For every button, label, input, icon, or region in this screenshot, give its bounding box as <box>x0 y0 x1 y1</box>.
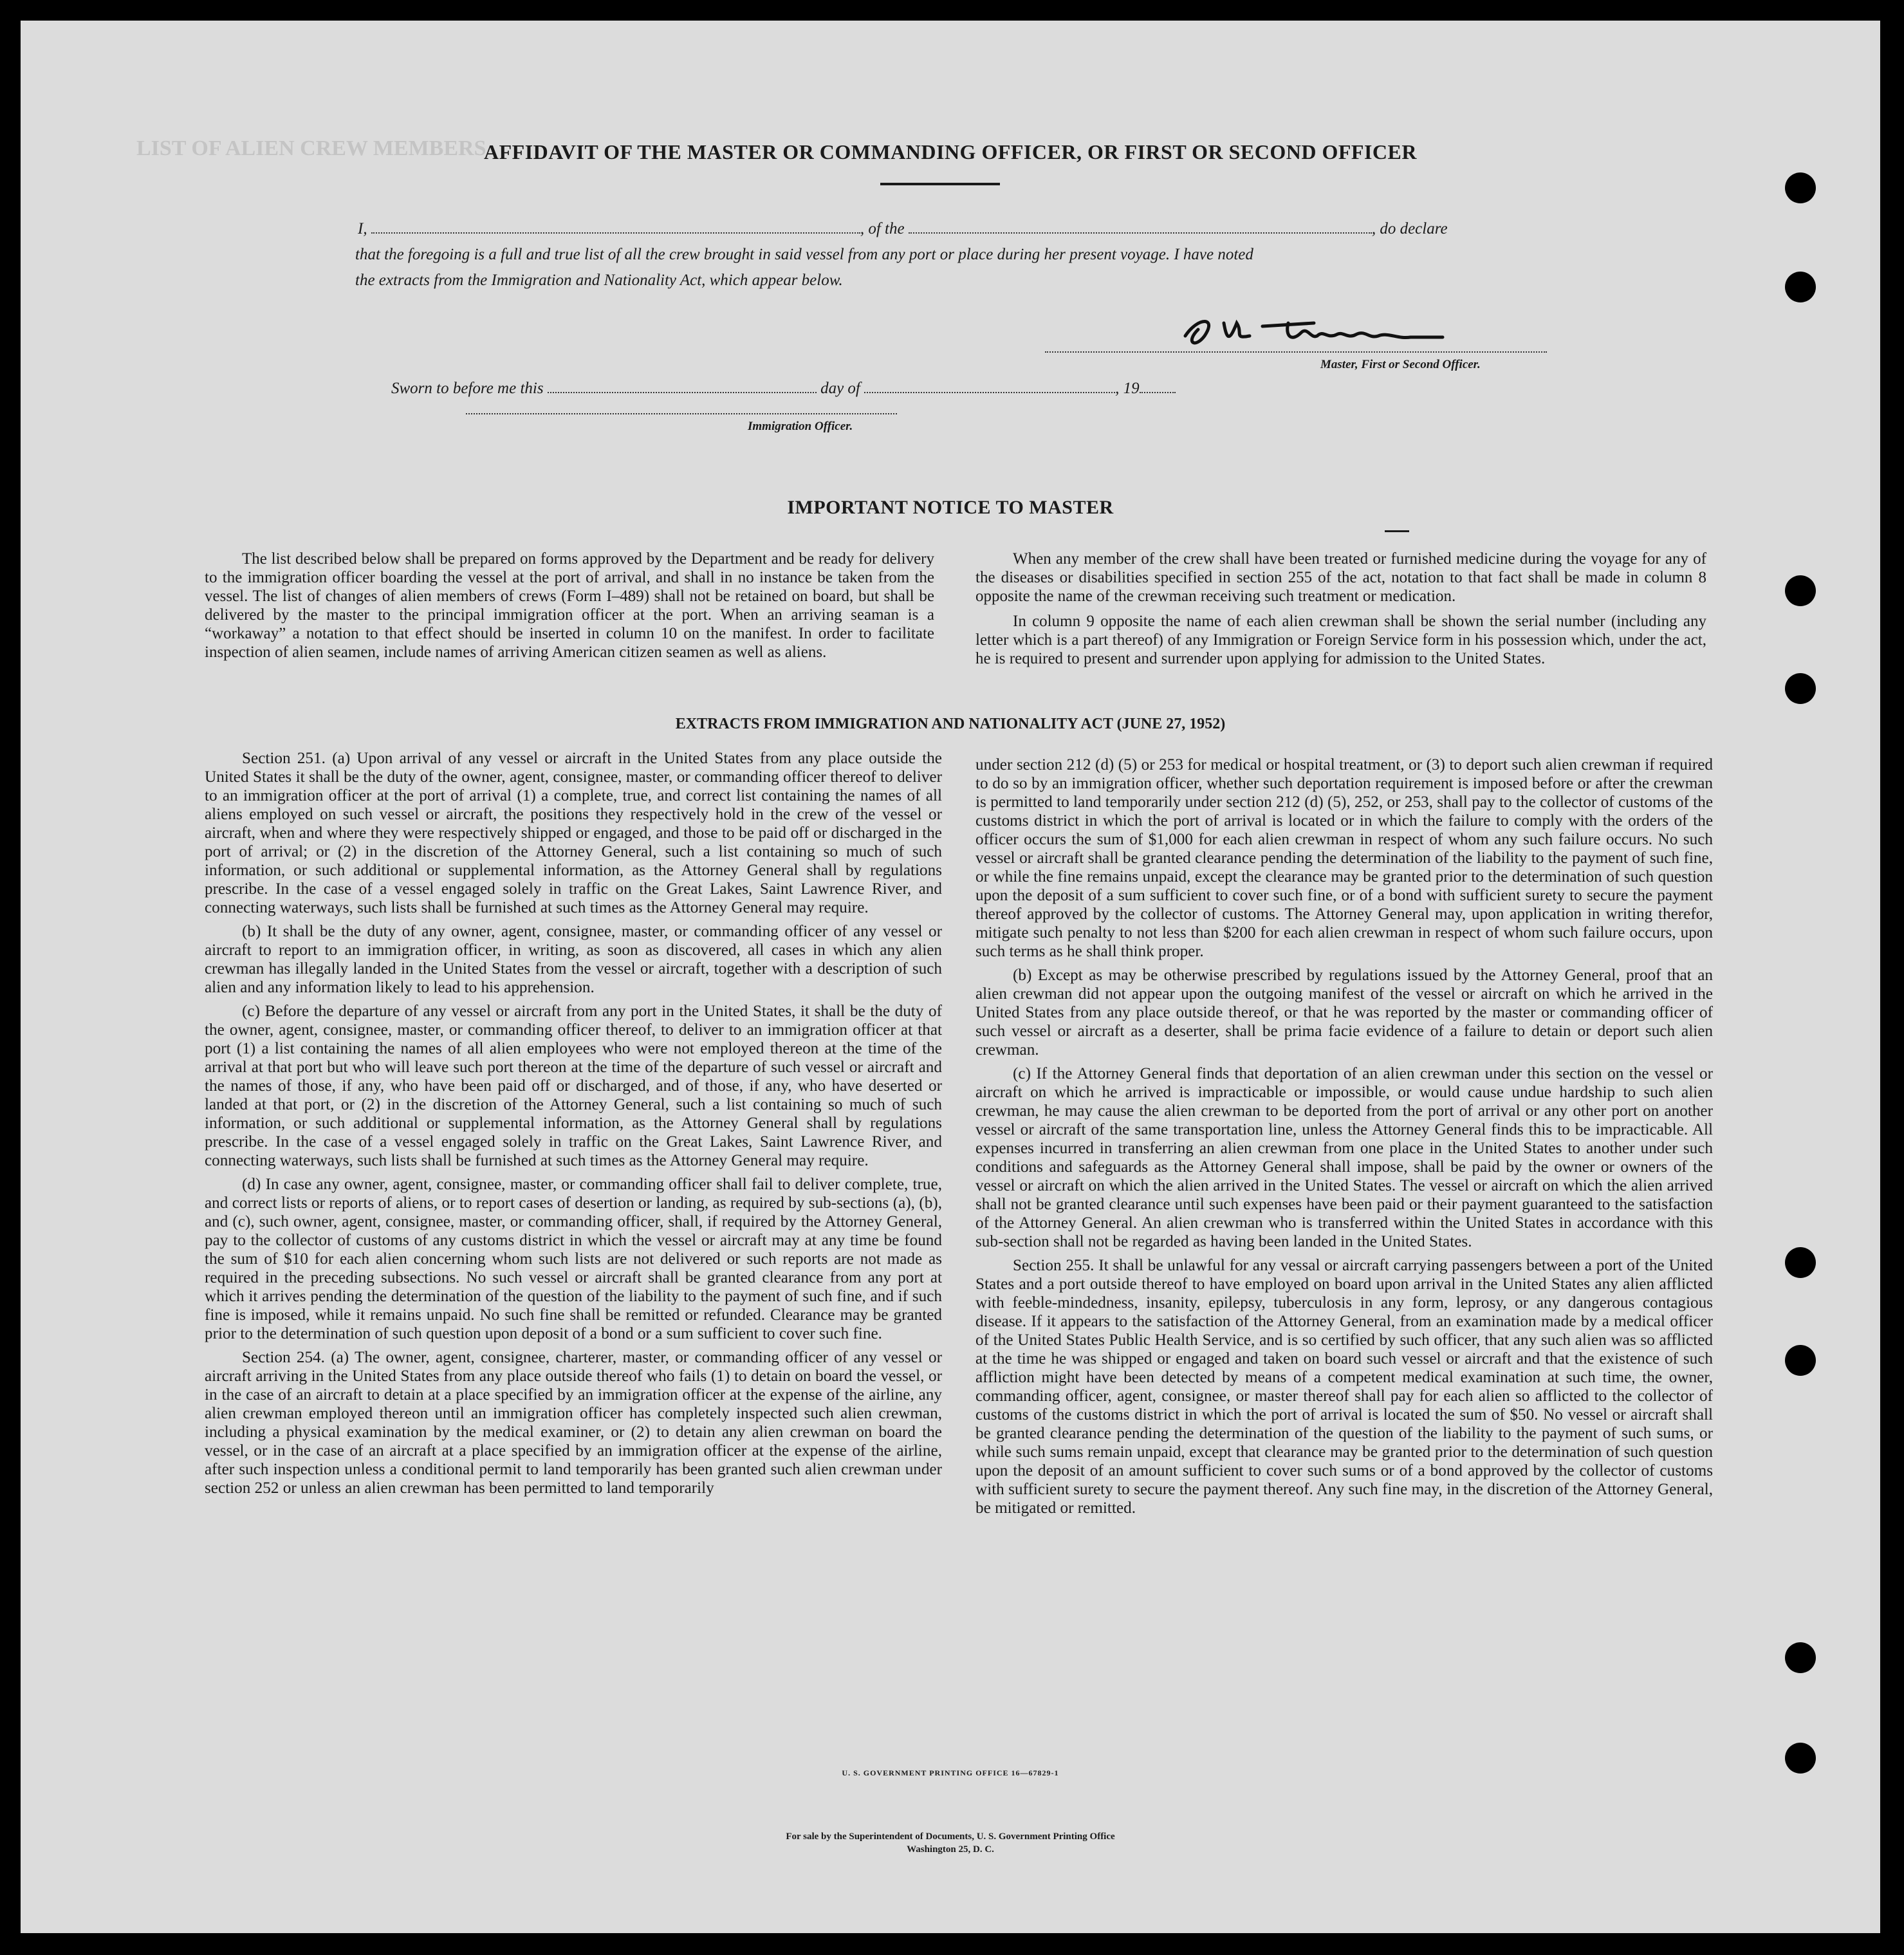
master-signature-line <box>1045 351 1547 353</box>
document-page <box>21 21 1880 1933</box>
extract-left-paragraph: (b) It shall be the duty of any owner, agent, consignee, master, or commanding officer of any vessel or aircraft to report to an immigration officer, in writing, as soon as discovered, all cases in which any alien crewman has illegally landed in the United States from the vessel or aircraft, together with a description of such alien and any information likely to lead to his apprehension. <box>205 923 942 996</box>
punch-hole <box>1785 1247 1816 1278</box>
extract-right-paragraph: (c) If the Attorney General finds that deportation of an alien crewman under this section on the vessel or aircraft on which he arrived is impracticable or impossible, or would cause undue hardship to such alien crewman, he may cause the alien crewman to be deported from the port of arrival or any other port on another vessel or aircraft of the same transportation line, unless the Attorney General finds this to be impracticable. All expenses incurred in transferring an alien crewman from one place in the United States to another under such conditions and safeguards as the Attorney General shall impose, shall be paid by the owner or owners of the vessel or aircraft on which the alien arrived in the United States. The vessel or aircraft on which the alien arrived shall not be granted clearance until such expenses have been paid or their payment guaranteed to the satisfaction of the Attorney General. An alien crewman who is transferred within the United States in accordance with this sub-section shall not be regarded as having been landed in the United States. <box>975 1065 1713 1250</box>
sworn-line <box>391 380 1176 398</box>
affidavit-declaration-line <box>358 220 1448 238</box>
extract-right-paragraph: (b) Except as may be otherwise prescribed by regulations issued by the Attorney General, proof that an alien crewman did not appear upon the outgoing manifest of the vessel or aircraft on which he arrived in the United States from any place outside thereof, or that he was reported by the master or commanding officer of such vessel or aircraft as a deserter, shall be prima facie evidence of a failure to detain or deport such alien crewman. <box>975 967 1713 1059</box>
notice-left-paragraph: The list described below shall be prepared on forms approved by the Department and be ready for delivery to the immigration officer boarding the vessel at the port of arrival, and shall in no instance be taken from the vessel. The list of changes of alien members of crews (Form I–489) shall not be retained on board, but shall be delivered by the master to the principal immigration officer at the port. When an arriving seaman is a “workaway” a notation to that effect should be inserted in column 10 on the manifest. In order to facilitate inspection of alien seamen, include names of arriving American citizen seamen as well as aliens. <box>205 550 934 661</box>
declarant-name-field[interactable] <box>371 221 860 234</box>
sale-line-2: Washington 25, D. C. <box>907 1844 994 1855</box>
extract-left-paragraph: Section 251. (a) Upon arrival of any vessel or aircraft in the United States from any place outside the United States it shall be the duty of the owner, agent, consignee, master, or commanding officer thereof to deliver to an immigration officer at the port of arrival (1) a complete, true, and correct list containing the names of all aliens employed on such vessel or aircraft, the positions they respectively hold in the crew of the vessel or aircraft, when and where they were respectively shipped or engaged, and those to be paid off or discharged in the port of arrival; or (2) in the discretion of the Attorney General, such a list containing so much of such information, or such additional or supplemental information, as the Attorney General shall by regulations prescribe. In the case of a vessel engaged solely in traffic on the Great Lakes, Saint Lawrence River, and connecting waterways, such lists shall be furnished at such times as the Attorney General may require. <box>205 750 942 916</box>
year-prefix-label: , 19 <box>1115 380 1140 397</box>
punch-hole <box>1785 1345 1816 1376</box>
extract-right-paragraph: Section 255. It shall be unlawful for any vessal or aircraft carrying passengers between a port of the United States and a port outside thereof to have employed on board upon arrival in the United States any alien afflicted with feeble-mindedness, insanity, epilepsy, tuberculosis in any form, leprosy, or any dangerous contagious disease. If it appears to the satisfaction of the Attorney General, from an examination made by a medical officer of the United States Public Health Service, and is so certified by such officer, that any such alien was so afflicted at the time he was shipped or engaged and taken on board such vessel or aircraft and that the existence of such affliction might have been detected by means of a competent medical examination at such time, the owner, commanding officer, agent, consignee, or master thereof shall pay for each alien so afflicted to the collector of customs of the customs district in which the port of arrival is located the sum of $50. No vessel or aircraft shall be granted clearance pending the determination of the question of the liability to the payment of such sums, or while such sums remain unpaid, except that clearance may be granted prior to the determination of such question upon the deposit of an amount sufficient to cover such sums or of a bond approved by the collector of customs with sufficient surety to secure the payment thereof. Any such fine may, in the discretion of the Attorney General, be mitigated or remitted. <box>975 1257 1713 1517</box>
master-signature-label: Master, First or Second Officer. <box>1320 358 1481 371</box>
notice-title: IMPORTANT NOTICE TO MASTER <box>787 497 1114 518</box>
immigration-officer-signature-line <box>466 413 897 414</box>
immigration-officer-label: Immigration Officer. <box>748 420 853 433</box>
title-underline <box>880 183 1000 185</box>
notice-right-paragraph-2: In column 9 opposite the name of each alien crewman shall be shown the serial number (including any letter which is a part thereof) of any Immigration or Foreign Service form in his possession which, under the act, he is required to present and surrender upon applying for admission to the United States. <box>975 613 1706 667</box>
affidavit-statement-line-2: the extracts from the Immigration and Nationality Act, which appear below. <box>355 272 843 289</box>
extracts-right-column <box>975 755 1713 1523</box>
sworn-year-field[interactable] <box>1140 380 1176 393</box>
punch-hole <box>1785 1642 1816 1673</box>
bleed-through-text: LIST OF ALIEN CREW MEMBERS <box>136 136 486 160</box>
punch-hole <box>1785 272 1816 302</box>
affidavit-title: AFFIDAVIT OF THE MASTER OR COMMANDING OFFICER, OR FIRST OR SECOND OFFICER <box>484 140 1417 163</box>
signature <box>1179 304 1449 355</box>
sworn-month-field[interactable] <box>864 380 1115 393</box>
punch-hole <box>1785 673 1816 704</box>
extract-right-paragraph: under section 212 (d) (5) or 253 for medical or hospital treatment, or (3) to deport such alien crewman if required to do so by an immigration officer, whether such deportation requirement is imposed before or after the crewman is permitted to land temporarily under section 212 (d) (5), 252, or 253, shall pay to the collector of customs of the customs district in which the port of arrival is located or in which the failure to comply with the orders of the officer occurs the sum of $1,000 for each alien crewman in respect of whom any such failure occurs. No such vessel or aircraft shall be granted clearance pending the determination of the liability to the payment of such fine, or while the fine remains unpaid, except the clearance may be granted prior to the determination of such question upon the deposit of a sum sufficient to cover such fine, or of a bond with sufficient surety to secure the payment thereof approved by the collector of customs. The Attorney General may, upon application in writing therefor, mitigate such penalty to not less than $200 for each alien crewman in respect of whom such failure occurs, upon such terms as he shall think proper. <box>975 756 1713 960</box>
sale-line-1: For sale by the Superintendent of Documents, U. S. Government Printing Office <box>786 1831 1115 1842</box>
extracts-title: EXTRACTS FROM IMMIGRATION AND NATIONALITY ACT (JUNE 27, 1952) <box>675 716 1226 732</box>
punch-hole <box>1785 172 1816 203</box>
notice-mark <box>1385 530 1409 532</box>
extract-left-paragraph: Section 254. (a) The owner, agent, consignee, charterer, master, or commanding officer of any vessel or aircraft arriving in the United States from any place outside thereof who fails (1) to detain on board the vessel, or in the case of an aircraft to detain at a place specified by an immigration officer at the expense of the airline, any alien crewman employed thereon until an immigration officer has completely inspected such alien crewman, including a physical examination by the medical examiner, or (2) to detain any alien crewman on board the vessel, or in the case of an aircraft at a place specified by an immigration officer at the expense of the airline, after such inspection unless a conditional permit to land temporarily has been granted such alien crewman under section 252 or unless an alien crewman has been permitted to land temporarily <box>205 1349 942 1497</box>
day-of-label: day of <box>820 380 860 397</box>
affidavit-statement-line-1: that the foregoing is a full and true list of all the crew brought in said vessel from any port or place during her present voyage. I have noted <box>355 246 1253 263</box>
notice-right-paragraph-1: When any member of the crew shall have been treated or furnished medicine during the voyage for any of the diseases or disabilities specified in section 255 of the act, notation to that fact shall be made in column 8 opposite the name of the crewman receiving such treatment or medication. <box>975 550 1706 605</box>
sworn-label: Sworn to before me this <box>391 380 544 397</box>
do-declare-label: , do declare <box>1371 220 1448 237</box>
notice-right-column <box>975 550 1706 674</box>
notice-left-column <box>205 550 934 668</box>
declarant-prefix: I, <box>358 220 367 237</box>
punch-hole <box>1785 575 1816 606</box>
printing-office-line: U. S. GOVERNMENT PRINTING OFFICE 16—67829-1 <box>842 1768 1059 1777</box>
sworn-day-field[interactable] <box>548 380 817 393</box>
vessel-name-field[interactable] <box>909 221 1372 234</box>
extracts-left-column <box>205 749 942 1503</box>
extract-left-paragraph: (c) Before the departure of any vessel or aircraft from any port in the United States, it shall be the duty of the owner, agent, consignee, master, or commanding officer thereof, to deliver to an immigration officer at that port (1) a list containing the names of all alien employees who were not employed thereon at the time of the arrival at that port but who will leave such port thereon at the time of the departure of such vessel or aircraft and the names of those, if any, who have been paid off or discharged, and of those, if any, who have deserted or landed at that port, or (2) in the discretion of the Attorney General, such a list containing so much of such information, or such additional or supplemental information, as the Attorney General shall by regulations prescribe. In the case of a vessel engaged solely in traffic on the Great Lakes, Saint Lawrence River, and connecting waterways, such lists shall be furnished at such times as the Attorney General may require. <box>205 1003 942 1169</box>
of-the-label: , of the <box>860 220 905 237</box>
extract-left-paragraph: (d) In case any owner, agent, consignee, master, or commanding officer shall fail to deliver complete, true, and correct lists or reports of aliens, or to report cases of desertion or landing, as required by sub-sections (a), (b), and (c), such owner, agent, consignee, master, or commanding officer, shall, if required by the Attorney General, pay to the collector of customs of any customs district in which the vessel or aircraft may at any time be found the sum of $10 for each alien concerning whom such lists are not delivered or such reports are not made as required in the preceding subsections. No such vessel or aircraft shall be granted clearance from any port at which it arrives pending the determination of the question of the liability to the payment of such fine, and if such fine is imposed, while it remains unpaid. No such fine shall be remitted or refunded. Clearance may be granted prior to the determination of such question upon deposit of a bond or a sum sufficient to cover such fine. <box>205 1176 942 1342</box>
